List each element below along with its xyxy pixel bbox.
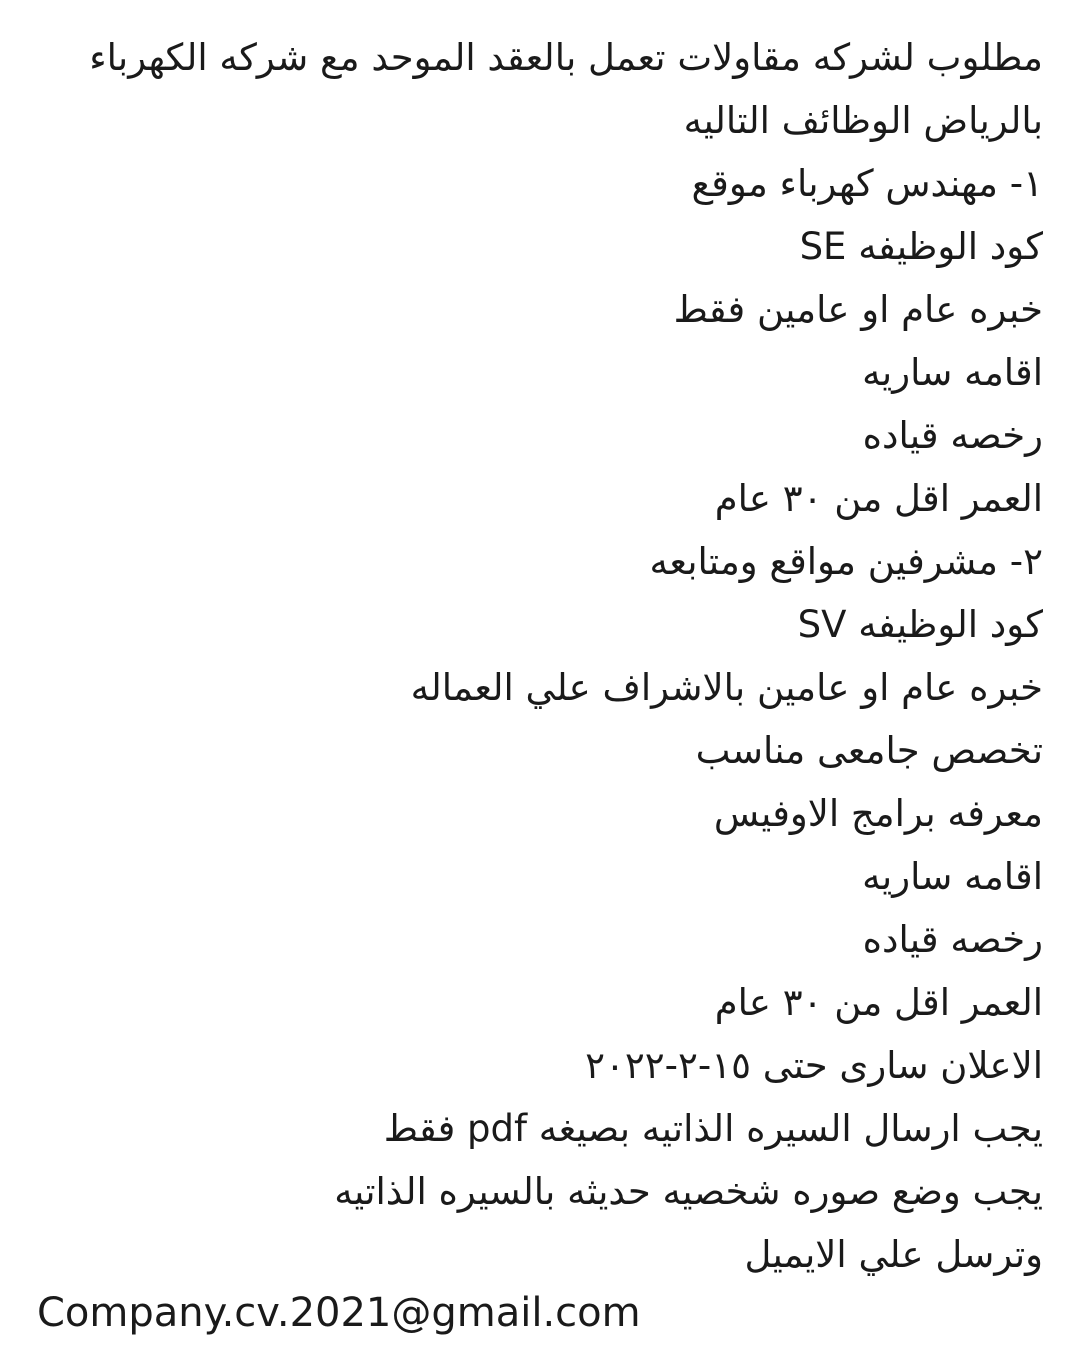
job-2-residency: اقامه ساريه [862, 855, 1043, 898]
job-1-residency: اقامه ساريه [862, 351, 1043, 394]
posting-line-intro: مطلوب لشركه مقاولات تعمل بالعقد الموحد مع شركه الكهرباء [89, 36, 1043, 79]
job-2-license: رخصه قياده [862, 918, 1043, 961]
posting-line-location: بالرياض الوظائف التاليه [683, 99, 1043, 142]
job-2-office-skills: معرفه برامج الاوفيس [713, 792, 1043, 835]
job-1-title: ١- مهندس كهرباء موقع [691, 162, 1043, 205]
job-1-experience: خبره عام او عامين فقط [673, 288, 1043, 331]
job-1-age: العمر اقل من ٣٠ عام [714, 477, 1043, 520]
job-1-code: كود الوظيفه SE [799, 225, 1043, 268]
job-1-license: رخصه قياده [862, 414, 1043, 457]
job-2-degree: تخصص جامعى مناسب [695, 729, 1043, 772]
job-posting-document [0, 31, 1080, 1291]
job-2-code: كود الوظيفه SV [797, 603, 1043, 646]
job-2-age: العمر اقل من ٣٠ عام [714, 981, 1043, 1024]
cv-format-note: يجب ارسال السيره الذاتيه بصيغه pdf فقط [383, 1107, 1043, 1150]
job-2-title: ٢- مشرفين مواقع ومتابعه [649, 540, 1043, 583]
send-by-email-note: وترسل علي الايميل [744, 1233, 1043, 1276]
posting-text-block [0, 31, 1080, 1291]
cv-photo-note: يجب وضع صوره شخصيه حديثه بالسيره الذاتيه [334, 1170, 1043, 1213]
job-2-experience: خبره عام او عامين بالاشراف علي العماله [410, 666, 1043, 709]
contact-email-link[interactable]: Company.cv.2021@gmail.com [37, 1290, 641, 1336]
posting-deadline: الاعلان سارى حتى ١٥-٢-٢٠٢٢ [585, 1044, 1043, 1087]
